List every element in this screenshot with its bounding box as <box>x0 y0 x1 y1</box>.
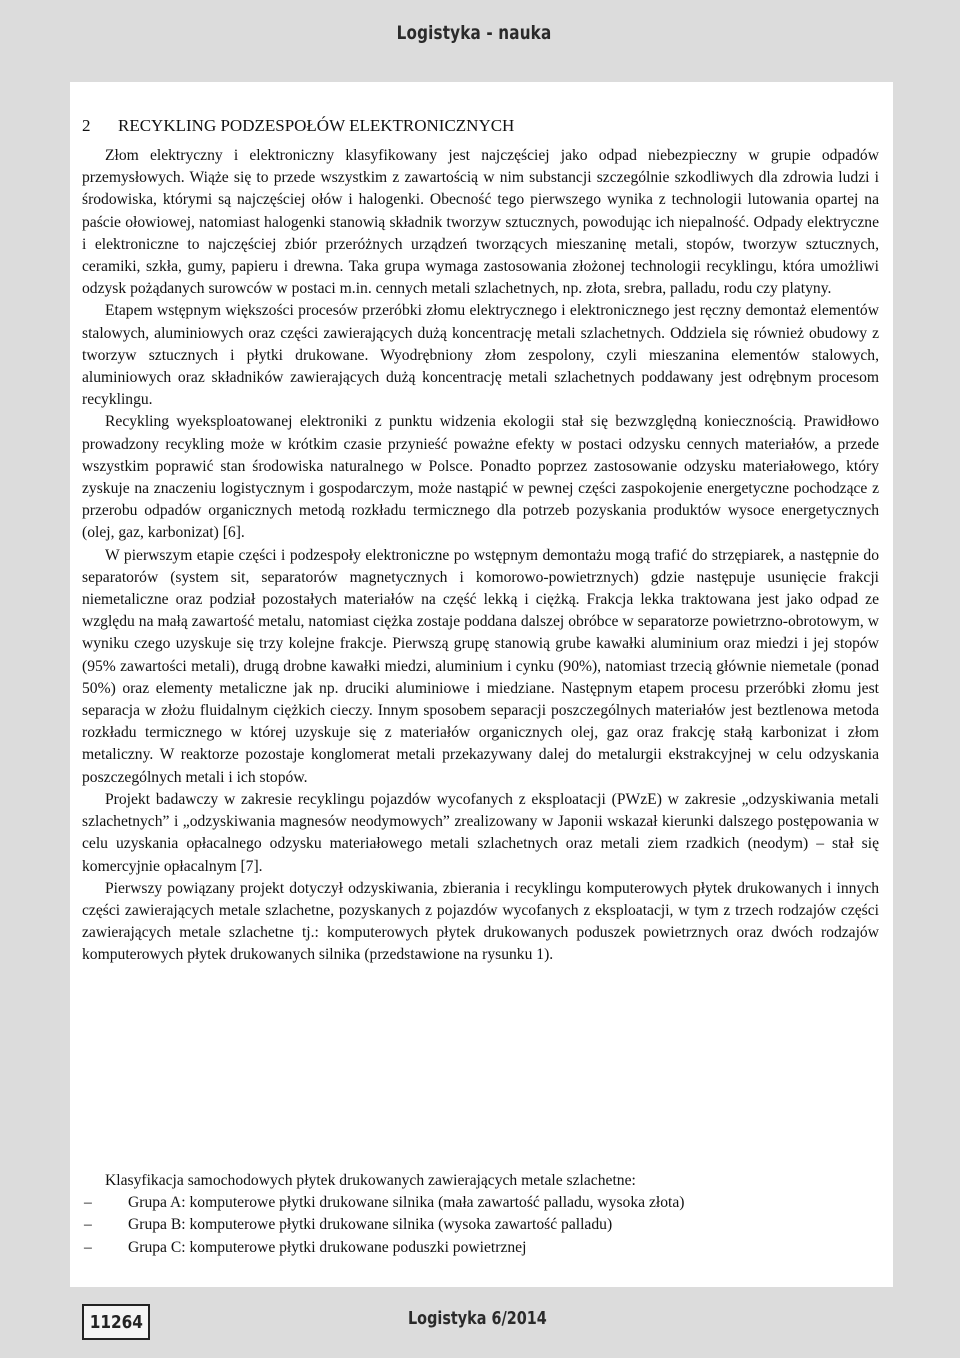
page-number-box <box>82 1304 150 1340</box>
paragraph: Złom elektryczny i elektroniczny klasyfikowany jest najczęściej jako odpad niebezpieczny w grupie odpadów przemysłowych. Wiąże się to przede wszystkim z zawartością w nim substancji szczególnie szkodliwych dla zdrowia ludzi i środowiska, którymi są najczęściej ołów i halogenki. Obecność tego pierwszego wynika z technologii lutowania opartej na paście ołowiowej, natomiast halogenki stanowią składnik tworzyw sztucznych, powodując ich niepalność. Odpady elektryczne i elektroniczne to najczęściej zbiór przeróżnych urządzeń tworzących mieszaninę metali, stopów, tworzyw sztucznych, ceramiki, szkła, gumy, papieru i drewna. Taka grupa wymaga zastosowania złożonej technologii recyklingu, która umożliwi odzysk pożądanych surowców w postaci m.in. cennych metali szlachetnych, np. złota, srebra, palladu, rodu czy platyny. <box>82 147 879 298</box>
list-item <box>82 1237 879 1259</box>
footer-journal-title: Logistyka 6/2014 <box>408 1308 547 1329</box>
classification-intro: Klasyfikacja samochodowych płytek drukowanych zawierających metale szlachetne: <box>105 1172 636 1189</box>
dash-bullet: – <box>84 1238 92 1256</box>
list-item-text: Grupa C: komputerowe płytki drukowane poduszki powietrznej <box>128 1238 527 1256</box>
running-header-title: Logistyka - nauka <box>396 22 551 44</box>
list-item-text: Grupa A: komputerowe płytki drukowane silnika (mała zawartość palladu, wysoka złota) <box>128 1194 685 1212</box>
list-item <box>82 1214 879 1236</box>
list-item <box>82 1192 879 1214</box>
dash-bullet: – <box>84 1216 92 1234</box>
dash-bullet: – <box>84 1194 92 1212</box>
section-heading <box>82 115 882 137</box>
classification-list-block <box>82 1170 879 1259</box>
list-item-text: Grupa B: komputerowe płytki drukowane silnika (wysoka zawartość palladu) <box>128 1216 613 1234</box>
page-content-area <box>70 82 893 1287</box>
paragraph: Etapem wstępnym większości procesów przeróbki złomu elektrycznego i elektronicznego jest ręczny demontaż elementów stalowych, aluminiowych oraz części zawierających dużą koncentrację metali szlachetnych. Oddziela się również obudowy z tworzyw sztucznych i płytki drukowane. Wyodrębniony złom zespolony, czyli mieszanina elementów stalowych, aluminiowych oraz składników zawierających dużą koncentrację metali szlachetnych poddawany jest odrębnym procesom recyklingu. <box>82 302 879 409</box>
paragraph: W pierwszym etapie części i podzespoły elektroniczne po wstępnym demontażu mogą trafić do strzępiarek, a następnie do separatorów (system sit, separatorów magnetycznych i komorowo-powietrznych) gdzie następuje usunięcie frakcji niemetaliczne oraz podział pozostałych materiałów na część lekką i ciężką. Frakcja lekka traktowana jest jako odpad ze względu na małą zawartość metalu, natomiast ciężka zostaje poddana dalszej obróbce w separatorze powietrzno-obrotowym, w wyniku czego uzyskuje się trzy kolejne frakcje. Pierwszą grupę stanowią grube kawałki aluminium oraz miedzi i jej stopów (95% zawartości metali), drugą drobne kawałki miedzi, aluminium i cynku (90%), natomiast trzecią głównie niemetale (ponad 50%) oraz elementy metaliczne jak np. druciki aluminiowe i miedziane. Następnym etapem procesu przeróbki złomu jest separacja w złożu fluidalnym ciężkich cieczy. Innym sposobem separacji poszczególnych materiałów jest beztlenowa metoda rozkładu termicznego w której uzyskuje się z materiałów organicznych olej, gaz oraz frakcję stałą karbonizat i złom metaliczny. W reaktorze pozostaje konglomerat metali przekazywany dalej do metalurgii ekstrakcyjnej w celu odzyskania poszczególnych metali i ich stopów. <box>82 546 879 786</box>
section-title: RECYKLING PODZESPOŁÓW ELEKTRONICZNYCH <box>118 116 515 135</box>
section-number: 2 <box>82 116 91 135</box>
paragraph: Projekt badawczy w zakresie recyklingu pojazdów wycofanych z eksploatacji (PWzE) w zakresie „odzyskiwania metali szlachetnych” i „odzyskiwania magnesów neodymowych” zrealizowany w Japonii wskazał kierunki dalszego postępowania w celu uzyskania opłacalnego odzysku materiałowego metali szlachetnych oraz metali ziem rzadkich (neodym) – stał się komercyjnie opłacalnym [7]. <box>82 790 879 875</box>
paragraph: Pierwszy powiązany projekt dotyczył odzyskiwania, zbierania i recyklingu komputerowych płytek drukowanych i innych części zawierających metale szlachetne, pozyskanych z pojazdów wycofanych z eksploatacji, w tym z trzech rodzajów części zawierających metale szlachetne tj.: komputerowych płytek drukowanych poduszek powietrznych oraz dwóch rodzajów komputerowych płytek drukowanych silnika (przedstawione na rysunku 1). <box>82 879 879 964</box>
paragraph: Recykling wyeksploatowanej elektroniki z punktu widzenia ekologii stał się bezwzględną koniecznością. Prawidłowo prowadzony recykling może w krótkim czasie przynieść poważne efekty w postaci odzysku cennych materiałów, a przede wszystkim poprawić stan środowiska naturalnego w Polsce. Ponadto poprzez zastosowanie odzysku materiałowego, który zyskuje na znaczeniu logistycznym i gospodarczym, może nastąpić w pewnej części zaspokojenie energetyczne pochodzące z przerobu odpadów organicznych metodą rozkładu termicznego dla potrzeb pozyskania produktów wysoce energetycznych (olej, gaz, karbonizat) [6]. <box>82 413 879 542</box>
body-text <box>82 145 879 967</box>
page-number: 11264 <box>89 1311 143 1333</box>
classification-list <box>82 1192 879 1259</box>
